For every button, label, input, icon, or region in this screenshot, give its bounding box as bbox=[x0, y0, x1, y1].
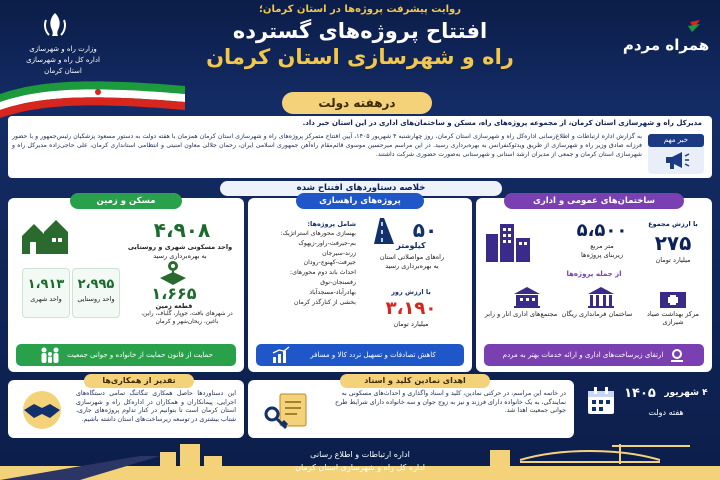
news-tag-label: خبر مهم bbox=[648, 134, 704, 147]
grant-title: اهدای نمادین کلید و اسناد bbox=[340, 374, 490, 388]
rural-units-number: ۲،۹۹۵ bbox=[77, 277, 115, 292]
footer-line1: اداره ارتباطات و اطلاع رسانی bbox=[310, 450, 410, 459]
buildings-area-number: ۵،۵۰۰ bbox=[576, 220, 628, 241]
title-line1: افتتاح پروژه‌های گسترده bbox=[232, 19, 488, 43]
ministry-line2: اداره کل راه و شهرسازی bbox=[26, 56, 100, 64]
iran-emblem-icon bbox=[40, 10, 70, 40]
health-center-icon bbox=[658, 286, 688, 308]
calendar-icon bbox=[586, 386, 616, 416]
housing-units-desc: واحد مسکونی شهری و روستایی bbox=[127, 243, 233, 251]
roads-includes-label: شامل پروژه‌ها: bbox=[307, 220, 356, 228]
roads-line-7: بهادرآباد-مسجدآباد bbox=[309, 288, 356, 296]
news-tag bbox=[648, 134, 704, 174]
roads-value-label: میلیارد تومان bbox=[393, 320, 429, 328]
buildings-value-number: ۲۷۵ bbox=[654, 231, 692, 255]
roads-line-8: بخشی از کنارگذر کرمان bbox=[294, 298, 356, 306]
urban-units-label: واحد شهری bbox=[30, 295, 62, 303]
buildings-footer-text: ارتقای زیرساخت‌های اداری و ارائه خدمات بهتر به مردم bbox=[502, 350, 664, 359]
handshake-icon bbox=[16, 390, 68, 430]
growth-chart-icon bbox=[272, 347, 290, 363]
flag-ribbon bbox=[0, 72, 185, 122]
grant-panel bbox=[248, 376, 574, 438]
urban-units-number: ۱،۹۱۳ bbox=[27, 277, 65, 292]
road-icon bbox=[366, 218, 396, 244]
roads-line-4: جیرفت-کهنوج-رودان bbox=[303, 259, 356, 267]
land-plot-icon bbox=[158, 260, 188, 286]
housing-card-title: مسکن و زمین bbox=[70, 193, 182, 209]
thanks-panel bbox=[8, 376, 244, 438]
buildings-area-label: متر مربع bbox=[590, 242, 614, 250]
date-year: ۱۴۰۵ bbox=[624, 386, 656, 401]
houses-icon bbox=[20, 218, 70, 254]
office-complex-icon bbox=[512, 286, 542, 308]
land-label: قطعه زمین bbox=[155, 302, 193, 310]
housing-card bbox=[8, 198, 244, 372]
buildings-item-3: مجتمع‌های اداری انار و رابر bbox=[484, 310, 558, 318]
roads-line-2: بم-جیرفت-راور-زیهوک bbox=[298, 239, 356, 247]
summary-heading: خلاصه دستاوردهای افتتاح شده bbox=[220, 181, 502, 196]
key-document-icon bbox=[262, 392, 312, 430]
title-subtitle: روایت پیشرفت پروژه‌ها در استان کرمان؛ bbox=[258, 4, 462, 15]
housing-units-number: ۴،۹۰۸ bbox=[153, 218, 211, 242]
urban-units-box bbox=[22, 268, 70, 318]
page-title bbox=[170, 4, 550, 69]
buildings-card bbox=[476, 198, 712, 372]
roads-footer-text: کاهش تصادفات و تسهیل تردد کالا و مسافر bbox=[310, 350, 436, 359]
intro-panel bbox=[8, 116, 712, 178]
buildings-item-1: مرکز بهداشت صیاد شیرازی bbox=[646, 310, 700, 326]
roads-card bbox=[248, 198, 472, 372]
roads-includes-list bbox=[256, 220, 356, 307]
megaphone-icon bbox=[662, 150, 690, 170]
date-label: هفته دولت bbox=[648, 408, 684, 417]
roads-km-number: ۵۰ bbox=[412, 218, 438, 242]
footer-line2: اداره کل راه و شهرسازی استان کرمان bbox=[295, 463, 425, 472]
ministry-line3: استان کرمان bbox=[44, 67, 82, 75]
date-day: ۴ شهریور bbox=[664, 388, 708, 398]
intro-lead: مدیرکل راه و شهرسازی استان کرمان، از مجموعه پروژه‌های راه، مسکن و ساختمان‌های اداری در این استان خبر داد. bbox=[302, 119, 702, 127]
housing-footer bbox=[16, 344, 236, 366]
buildings-card-title: ساختمان‌های عمومی و اداری bbox=[504, 193, 684, 209]
footer-caption bbox=[240, 448, 480, 474]
brand-text: همراه مردم bbox=[622, 36, 710, 54]
buildings-value-label: میلیارد تومان bbox=[655, 256, 691, 264]
buildings-item-2: ساختمان فرمانداری ریگان bbox=[561, 310, 633, 318]
week-badge: درهفته دولت bbox=[282, 92, 432, 114]
date-block bbox=[580, 380, 712, 438]
roads-km-desc: راه‌های مواصلاتی استان bbox=[379, 253, 445, 261]
family-icon bbox=[39, 347, 61, 363]
roads-km-desc2: به بهره‌برداری رسید bbox=[385, 262, 439, 270]
roads-line-5: احداث باند دوم محورهای: bbox=[290, 269, 356, 277]
brand-logo-icon bbox=[622, 18, 710, 60]
land-desc: در شهرهای بافت، جوپار، گلباف، راین، باغین، ریحان‌شهر و کرمان bbox=[141, 311, 233, 325]
roads-value-prefix: با ارزش روز bbox=[391, 288, 431, 296]
buildings-among-label: از جمله پروژه‌ها bbox=[566, 270, 622, 278]
roads-km-unit: کیلومتر bbox=[396, 241, 426, 250]
intro-body: به گزارش اداره ارتباطات و اطلاع‌رسانی اداره‌کل راه و شهرسازی استان کرمان، روز چهارشنبه ۴ شهریور ۱۴۰۵، آیین افتتاح متمرکز پروژه‌های راه و شهرسازی استان کرمان همزمان با هفته دولت به دستور مسعود پزشکیان رئیس‌جمهور و با حضور فرزانه صادق وزیر راه و شهرسازی از طریق ویدئوکنفرانس به بهره‌برداری رسید. در این مراسم میرحسین موسوی قائم‌مقام راه‌آهن جمهوری اسلامی ایران، رحمان جلالی معاون امنیتی و انتظامی استانداری کرمان، علی حاجی‌زاده مدیرکل راه و شهرسازی استان کرمان و جمعی از مدیران ارشد استانی و شهرستانی به‌صورت حضوری شرکت داشتند. bbox=[12, 133, 642, 158]
buildings-footer bbox=[484, 344, 704, 366]
grant-body: در خاتمه این مراسم، در حرکتی نمادین، کلید و اسناد واگذاری و احداث‌های مسکونی به نمایندگی، به یک خانواده دارای فرزند و نیز به زوج جوان و سه خانواده دارای شرایط طرح جوانی جمعیت اهدا شد. bbox=[335, 390, 566, 415]
title-line2: راه و شهرسازی استان کرمان bbox=[206, 45, 514, 69]
gear-hands-icon bbox=[669, 347, 685, 363]
roads-line-1: بهسازی محورهای استراتژیک: bbox=[280, 230, 356, 237]
land-number: ۱،۶۶۵ bbox=[151, 284, 197, 303]
rural-units-label: واحد روستایی bbox=[77, 295, 115, 303]
housing-units-desc2: به بهره‌برداری رسید bbox=[153, 252, 207, 260]
roads-value-number: ۳،۱۹۰ bbox=[385, 298, 437, 319]
buildings-area-desc: زیربنای پروژه‌ها bbox=[581, 251, 623, 259]
thanks-title: تقدیر از همکاری‌ها bbox=[84, 374, 194, 388]
thanks-body: این دستاوردها حاصل همکاری تنگاتنگ تمامی دستگاه‌های اجرایی، پیمانکاران و همکاران در اداره‌کل راه و شهرسازی استان کرمان است تا بتوانیم در کنار تداوم پروژه‌های جاری، شتاب بیشتری در توسعه زیرساخت‌های استان داشته باشیم. bbox=[76, 390, 236, 423]
housing-footer-text: حمایت از قانون حمایت از خانواده و جوانی جمعیت bbox=[67, 350, 213, 359]
roads-card-title: پروژه‌های راهسازی bbox=[296, 193, 424, 209]
ministry-line1: وزارت راه و شهرسازی bbox=[29, 45, 97, 53]
rural-units-box bbox=[72, 268, 120, 318]
buildings-icon bbox=[484, 222, 534, 262]
buildings-value-prefix: با ارزش مجموع bbox=[648, 220, 698, 228]
roads-line-6: رفسنجان-نوق bbox=[320, 278, 356, 286]
roads-line-3: زرند-سیرجان bbox=[322, 249, 356, 257]
roads-footer bbox=[256, 344, 464, 366]
governor-building-icon bbox=[586, 286, 616, 308]
